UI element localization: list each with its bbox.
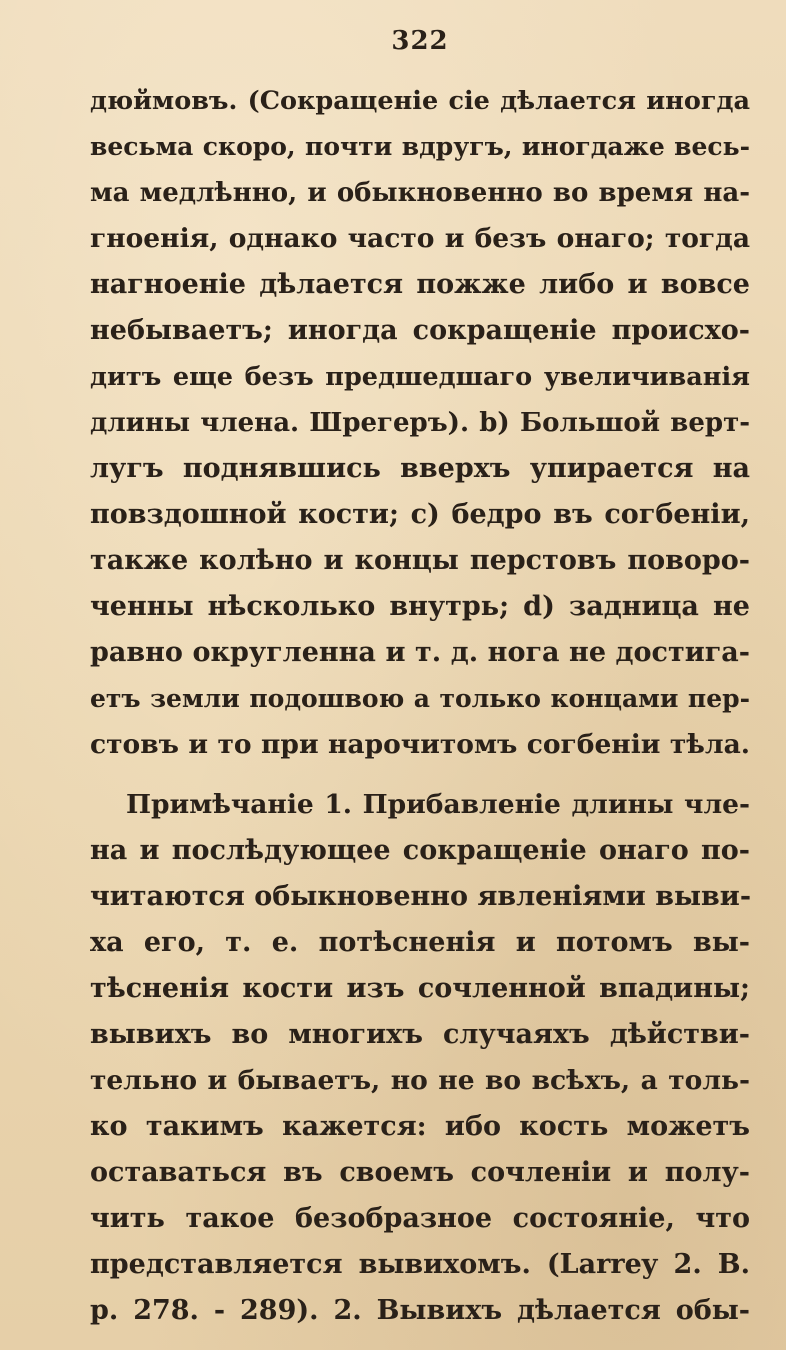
- text-line: дитъ еще безъ предшедшаго увеличиванія: [90, 362, 750, 392]
- text-line: ченны нѣсколько внутрь; d) задница не: [90, 591, 750, 622]
- text-line: тѣсненія кости изъ сочленной впадины;: [90, 973, 750, 1004]
- text-line: ма медлѣнно, и обыкновенно во время на-: [90, 178, 750, 208]
- text-line: гноенія, однако часто и безъ онаго; тогда: [90, 223, 750, 254]
- text-line: оставаться въ своемъ сочленіи и полу-: [90, 1157, 750, 1188]
- text-line: длины члена. Шрегеръ). b) Большой верт-: [90, 408, 750, 438]
- text-line: вывихъ во многихъ случаяхъ дѣйстви-: [90, 1019, 750, 1050]
- text-line: чить такое безобразное состояніе, что: [90, 1203, 750, 1234]
- text-line: небываетъ; иногда сокращеніе происхо-: [90, 315, 750, 346]
- text-line: стовъ и то при нарочитомъ согбеніи тѣла.: [90, 729, 750, 760]
- text-line: также колѣно и концы перстовъ поворо-: [90, 545, 750, 576]
- text-line: ха его, т. е. потѣсненія и потомъ вы-: [90, 927, 750, 958]
- text-line: p. 278. - 289). 2. Вывихъ дѣлается обы-: [90, 1295, 750, 1326]
- text-line: дюймовъ. (Сокращеніе сіе дѣлается иногда: [90, 86, 750, 116]
- text-line: Примѣчаніе 1. Прибавленіе длины чле-: [126, 789, 750, 820]
- text-line: представляется вывихомъ. (Larrey 2. B.: [90, 1249, 750, 1280]
- body-text: [90, 78, 750, 1334]
- page-number: 322: [391, 26, 449, 56]
- text-line: читаются обыкновенно явленіями выви-: [90, 881, 752, 912]
- text-line: повздошной кости; c) бедро въ согбеніи,: [90, 499, 750, 530]
- text-line: нагноеніе дѣлается пожже либо и вовсе: [90, 269, 750, 300]
- text-line: весьма скоро, почти вдругъ, иногдаже весь-: [90, 132, 750, 161]
- text-line: ко такимъ кажется: ибо кость можетъ: [90, 1111, 750, 1142]
- text-line: етъ земли подошвою а только концами пер-: [90, 684, 750, 713]
- text-line: на и послѣдующее сокращеніе онаго по-: [90, 835, 750, 866]
- text-line: лугъ поднявшись вверхъ упирается на: [90, 453, 750, 484]
- text-line: равно округленна и т. д. нога не достига-: [90, 637, 750, 668]
- text-line: тельно и бываетъ, но не во всѣхъ, а толь-: [90, 1065, 750, 1096]
